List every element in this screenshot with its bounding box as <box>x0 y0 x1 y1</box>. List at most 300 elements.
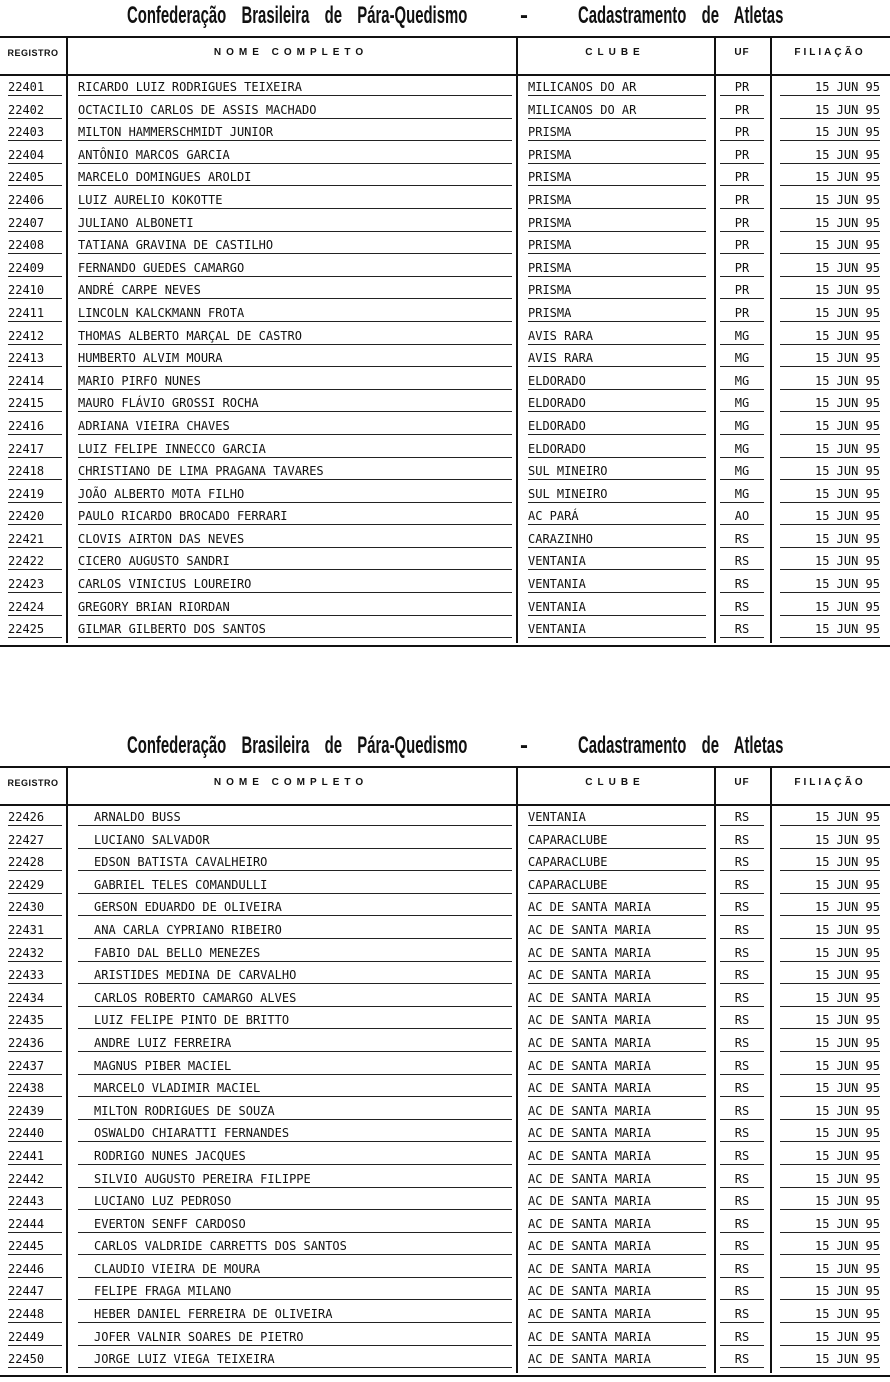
table-row <box>0 919 890 942</box>
nome-cell-text: CLAUDIO VIEIRA DE MOURA <box>94 1261 261 1276</box>
registro-cell-text: 22412 <box>8 328 45 343</box>
registro-cell <box>8 810 62 826</box>
registro-cell-text: 22410 <box>8 283 45 298</box>
nome-cell-text: LUCIANO SALVADOR <box>94 832 210 847</box>
registro-cell <box>8 396 62 412</box>
filiacao-cell <box>780 306 880 322</box>
clube-cell <box>528 238 706 254</box>
registro-cell <box>8 374 62 390</box>
registro-cell-text: 22428 <box>8 855 45 870</box>
filiacao-cell <box>780 103 880 119</box>
filiacao-cell-text: 15 JUN 95 <box>814 531 880 546</box>
table-row <box>0 1258 890 1281</box>
uf-cell-text: PR <box>734 305 750 320</box>
uf-cell-text: PR <box>734 102 750 117</box>
nome-cell <box>78 1081 512 1097</box>
filiacao-cell-text: 15 JUN 95 <box>814 855 880 870</box>
nome-cell-text: CLOVIS AIRTON DAS NEVES <box>78 531 245 546</box>
uf-cell <box>720 148 764 164</box>
nome-cell <box>78 396 512 412</box>
uf-cell <box>720 855 764 871</box>
nome-cell <box>78 306 512 322</box>
uf-cell <box>720 1104 764 1120</box>
clube-cell-text: VENTANIA <box>528 577 586 592</box>
table-row <box>0 99 890 122</box>
header-clube: CLUBE <box>585 47 645 58</box>
registro-cell-text: 22406 <box>8 192 45 207</box>
filiacao-cell-text: 15 JUN 95 <box>814 1081 880 1096</box>
registro-cell-text: 22449 <box>8 1329 45 1344</box>
nome-cell-text: MARCELO DOMINGUES AROLDI <box>78 170 252 185</box>
filiacao-cell-text: 15 JUN 95 <box>814 238 880 253</box>
filiacao-cell <box>780 1172 880 1188</box>
table-row <box>0 347 890 370</box>
nome-cell <box>78 900 512 916</box>
uf-cell <box>720 946 764 962</box>
nome-cell-text: CHRISTIANO DE LIMA PRAGANA TAVARES <box>78 464 324 479</box>
nome-cell-text: LUCIANO LUZ PEDROSO <box>94 1194 232 1209</box>
registro-cell <box>8 1217 62 1233</box>
column-rule <box>714 36 716 643</box>
filiacao-cell-text: 15 JUN 95 <box>814 1216 880 1231</box>
nome-cell-text: FERNANDO GUEDES CAMARGO <box>78 260 245 275</box>
table-row <box>0 1190 890 1213</box>
registro-cell-text: 22417 <box>8 441 45 456</box>
nome-cell-text: LUIZ AURELIO KOKOTTE <box>78 192 223 207</box>
uf-cell <box>720 396 764 412</box>
table-row <box>0 189 890 212</box>
clube-cell <box>528 1284 706 1300</box>
clube-cell <box>528 261 706 277</box>
clube-cell-text: AC DE SANTA MARIA <box>528 1239 651 1254</box>
nome-cell-text: ARNALDO BUSS <box>94 810 181 824</box>
table-row <box>0 1077 890 1100</box>
filiacao-cell <box>780 419 880 435</box>
table-row <box>0 370 890 393</box>
registro-cell <box>8 554 62 570</box>
registro-cell <box>8 103 62 119</box>
clube-cell-text: ELDORADO <box>528 373 586 388</box>
clube-cell-text: PRISMA <box>528 215 572 230</box>
clube-cell-text: SUL MINEIRO <box>528 486 608 501</box>
uf-cell <box>720 442 764 458</box>
uf-cell-text: RS <box>734 990 750 1005</box>
uf-cell <box>720 419 764 435</box>
clube-cell-text: AC PARÁ <box>528 509 579 524</box>
nome-cell-text: JORGE LUIZ VIEGA TEIXEIRA <box>94 1352 275 1367</box>
filiacao-cell-text: 15 JUN 95 <box>814 1103 880 1118</box>
registro-cell <box>8 1059 62 1075</box>
table-row <box>0 829 890 852</box>
registro-cell-text: 22429 <box>8 877 45 892</box>
clube-cell-text: AVIS RARA <box>528 328 594 343</box>
uf-cell <box>720 103 764 119</box>
nome-cell-text: ADRIANA VIEIRA CHAVES <box>78 418 230 433</box>
clube-cell <box>528 170 706 186</box>
filiacao-cell-text: 15 JUN 95 <box>814 945 880 960</box>
clube-cell-text: ELDORADO <box>528 441 586 456</box>
table-row <box>0 1235 890 1258</box>
filiacao-cell <box>780 1307 880 1323</box>
registro-cell <box>8 991 62 1007</box>
clube-cell-text: AC DE SANTA MARIA <box>528 1171 651 1186</box>
registro-cell-text: 22421 <box>8 531 45 546</box>
nome-cell <box>78 600 512 616</box>
filiacao-cell <box>780 193 880 209</box>
table-bottom-rule <box>0 645 890 647</box>
header-filiacao: FILIAÇÃO <box>794 777 866 788</box>
nome-cell <box>78 1126 512 1142</box>
filiacao-cell-text: 15 JUN 95 <box>814 1352 880 1367</box>
clube-cell-text: AC DE SANTA MARIA <box>528 945 651 960</box>
clube-cell <box>528 810 706 826</box>
nome-cell <box>78 554 512 570</box>
nome-cell <box>78 1036 512 1052</box>
uf-cell-text: RS <box>734 810 750 824</box>
clube-cell <box>528 1013 706 1029</box>
nome-cell-text: CARLOS ROBERTO CAMARGO ALVES <box>94 990 297 1005</box>
uf-cell-text: RS <box>734 622 750 637</box>
nome-cell <box>78 878 512 894</box>
uf-cell <box>720 1081 764 1097</box>
table-row <box>0 806 890 829</box>
filiacao-cell-text: 15 JUN 95 <box>814 1035 880 1050</box>
table-row <box>0 896 890 919</box>
registro-cell <box>8 1307 62 1323</box>
filiacao-cell <box>780 329 880 345</box>
uf-cell <box>720 1149 764 1165</box>
clube-cell-text: AC DE SANTA MARIA <box>528 900 651 915</box>
registro-cell-text: 22439 <box>8 1103 45 1118</box>
nome-cell <box>78 968 512 984</box>
nome-cell-text: ANTÔNIO MARCOS GARCIA <box>78 147 230 162</box>
nome-cell <box>78 1217 512 1233</box>
uf-cell <box>720 923 764 939</box>
nome-cell <box>78 946 512 962</box>
table-row <box>0 302 890 325</box>
nome-cell <box>78 810 512 826</box>
nome-cell-text: THOMAS ALBERTO MARÇAL DE CASTRO <box>78 328 302 343</box>
nome-cell-text: LUIZ FELIPE INNECCO GARCIA <box>78 441 266 456</box>
clube-cell <box>528 306 706 322</box>
registro-cell <box>8 487 62 503</box>
filiacao-cell-text: 15 JUN 95 <box>814 192 880 207</box>
table-row <box>0 212 890 235</box>
uf-cell <box>720 374 764 390</box>
filiacao-cell <box>780 532 880 548</box>
athlete-rows <box>0 806 890 1371</box>
table-row <box>0 460 890 483</box>
filiacao-cell-text: 15 JUN 95 <box>814 1329 880 1344</box>
registro-cell <box>8 170 62 186</box>
clube-cell <box>528 532 706 548</box>
column-rule <box>516 36 518 643</box>
nome-cell <box>78 1104 512 1120</box>
nome-cell-text: EVERTON SENFF CARDOSO <box>94 1216 246 1231</box>
clube-cell <box>528 487 706 503</box>
filiacao-cell <box>780 261 880 277</box>
title-separator: - <box>520 732 528 759</box>
list-title: Cadastramento de Atletas <box>578 2 784 29</box>
uf-cell-text: MG <box>734 464 750 479</box>
clube-cell-text: AC DE SANTA MARIA <box>528 1081 651 1096</box>
uf-cell <box>720 351 764 367</box>
clube-cell <box>528 216 706 232</box>
registro-cell <box>8 622 62 638</box>
clube-cell-text: MILICANOS DO AR <box>528 80 637 94</box>
filiacao-cell <box>780 1036 880 1052</box>
nome-cell-text: GABRIEL TELES COMANDULLI <box>94 877 268 892</box>
filiacao-cell <box>780 554 880 570</box>
filiacao-cell <box>780 396 880 412</box>
nome-cell-text: TATIANA GRAVINA DE CASTILHO <box>78 238 274 253</box>
registro-cell-text: 22446 <box>8 1261 45 1276</box>
filiacao-cell-text: 15 JUN 95 <box>814 1013 880 1028</box>
uf-cell-text: RS <box>734 1035 750 1050</box>
filiacao-cell-text: 15 JUN 95 <box>814 373 880 388</box>
filiacao-cell-text: 15 JUN 95 <box>814 968 880 983</box>
registro-cell <box>8 855 62 871</box>
nome-cell-text: GERSON EDUARDO DE OLIVEIRA <box>94 900 282 915</box>
filiacao-cell <box>780 170 880 186</box>
filiacao-cell-text: 15 JUN 95 <box>814 877 880 892</box>
table-row <box>0 964 890 987</box>
table-row <box>0 1122 890 1145</box>
nome-cell-text: FELIPE FRAGA MILANO <box>94 1284 232 1299</box>
filiacao-cell-text: 15 JUN 95 <box>814 260 880 275</box>
registro-cell <box>8 946 62 962</box>
clube-cell <box>528 396 706 412</box>
nome-cell <box>78 855 512 871</box>
registro-cell-text: 22426 <box>8 810 45 824</box>
uf-cell-text: RS <box>734 1239 750 1254</box>
nome-cell <box>78 193 512 209</box>
uf-cell <box>720 1284 764 1300</box>
uf-cell <box>720 532 764 548</box>
uf-cell-text: RS <box>734 1284 750 1299</box>
uf-cell <box>720 306 764 322</box>
uf-cell-text: RS <box>734 1261 750 1276</box>
registro-cell-text: 22442 <box>8 1171 45 1186</box>
nome-cell <box>78 464 512 480</box>
filiacao-cell-text: 15 JUN 95 <box>814 1307 880 1322</box>
filiacao-cell <box>780 1330 880 1346</box>
uf-cell <box>720 193 764 209</box>
uf-cell-text: RS <box>734 855 750 870</box>
registro-cell-text: 22434 <box>8 990 45 1005</box>
filiacao-cell <box>780 125 880 141</box>
filiacao-cell <box>780 991 880 1007</box>
clube-cell <box>528 351 706 367</box>
uf-cell-text: RS <box>734 554 750 569</box>
filiacao-cell-text: 15 JUN 95 <box>814 1171 880 1186</box>
table-row <box>0 528 890 551</box>
registro-cell-text: 22448 <box>8 1307 45 1322</box>
filiacao-cell <box>780 577 880 593</box>
uf-cell-text: PR <box>734 125 750 140</box>
clube-cell-text: CAPARACLUBE <box>528 832 608 847</box>
table-row <box>0 325 890 348</box>
registro-cell <box>8 1239 62 1255</box>
nome-cell <box>78 1307 512 1323</box>
table-row <box>0 279 890 302</box>
uf-cell-text: RS <box>734 832 750 847</box>
clube-cell <box>528 923 706 939</box>
table-row <box>0 573 890 596</box>
uf-cell <box>720 991 764 1007</box>
table-row <box>0 942 890 965</box>
registro-cell <box>8 261 62 277</box>
nome-cell <box>78 216 512 232</box>
header-registro: REGISTRO <box>7 778 59 788</box>
nome-cell-text: ARISTIDES MEDINA DE CARVALHO <box>94 968 297 983</box>
nome-cell-text: GILMAR GILBERTO DOS SANTOS <box>78 622 266 637</box>
registro-cell <box>8 1036 62 1052</box>
clube-cell-text: AC DE SANTA MARIA <box>528 968 651 983</box>
table-row <box>0 851 890 874</box>
uf-cell <box>720 329 764 345</box>
clube-cell-text: PRISMA <box>528 260 572 275</box>
clube-cell-text: PRISMA <box>528 238 572 253</box>
nome-cell-text: OCTACILIO CARLOS DE ASSIS MACHADO <box>78 102 317 117</box>
clube-cell-text: AC DE SANTA MARIA <box>528 922 651 937</box>
clube-cell-text: AVIS RARA <box>528 351 594 366</box>
nome-cell-text: PAULO RICARDO BROCADO FERRARI <box>78 509 288 524</box>
clube-cell-text: AC DE SANTA MARIA <box>528 1261 651 1276</box>
table-row <box>0 1100 890 1123</box>
registro-cell-text: 22420 <box>8 509 45 524</box>
uf-cell-text: RS <box>734 1307 750 1322</box>
uf-cell <box>720 1330 764 1346</box>
clube-cell-text: CAPARACLUBE <box>528 855 608 870</box>
nome-cell-text: RODRIGO NUNES JACQUES <box>94 1148 246 1163</box>
clube-cell-text: AC DE SANTA MARIA <box>528 990 651 1005</box>
registro-cell-text: 22440 <box>8 1126 45 1141</box>
registro-cell-text: 22450 <box>8 1352 45 1367</box>
registro-cell <box>8 148 62 164</box>
clube-cell <box>528 1036 706 1052</box>
clube-cell <box>528 855 706 871</box>
uf-cell-text: PR <box>734 147 750 162</box>
filiacao-cell <box>780 216 880 232</box>
filiacao-cell-text: 15 JUN 95 <box>814 170 880 185</box>
registro-cell <box>8 442 62 458</box>
clube-cell <box>528 1149 706 1165</box>
clube-cell <box>528 329 706 345</box>
uf-cell <box>720 80 764 96</box>
header-nome: NOME COMPLETO <box>213 47 369 58</box>
uf-cell-text: RS <box>734 577 750 592</box>
filiacao-cell-text: 15 JUN 95 <box>814 990 880 1005</box>
registro-cell-text: 22405 <box>8 170 45 185</box>
clube-cell <box>528 1172 706 1188</box>
clube-cell-text: AC DE SANTA MARIA <box>528 1216 651 1231</box>
registro-cell <box>8 833 62 849</box>
uf-cell-text: RS <box>734 900 750 915</box>
filiacao-cell-text: 15 JUN 95 <box>814 1284 880 1299</box>
registro-cell-text: 22411 <box>8 305 45 320</box>
registro-cell-text: 22435 <box>8 1013 45 1028</box>
registro-cell-text: 22444 <box>8 1216 45 1231</box>
title-separator: - <box>520 2 528 29</box>
nome-cell <box>78 442 512 458</box>
uf-cell-text: PR <box>734 170 750 185</box>
clube-cell <box>528 878 706 894</box>
uf-cell-text: RS <box>734 531 750 546</box>
filiacao-cell-text: 15 JUN 95 <box>814 464 880 479</box>
uf-cell <box>720 1307 764 1323</box>
clube-cell-text: ELDORADO <box>528 396 586 411</box>
clube-cell <box>528 577 706 593</box>
filiacao-cell <box>780 968 880 984</box>
clube-cell <box>528 554 706 570</box>
registration-sheet-1 <box>0 0 890 641</box>
sheet-title <box>0 0 890 36</box>
table-row <box>0 1145 890 1168</box>
clube-cell <box>528 442 706 458</box>
nome-cell <box>78 1059 512 1075</box>
nome-cell-text: ANA CARLA CYPRIANO RIBEIRO <box>94 922 282 937</box>
registro-cell-text: 22445 <box>8 1239 45 1254</box>
clube-cell <box>528 1081 706 1097</box>
uf-cell-text: MG <box>734 351 750 366</box>
registro-cell <box>8 900 62 916</box>
header-uf: UF <box>734 47 750 58</box>
uf-cell <box>720 900 764 916</box>
registro-cell-text: 22425 <box>8 622 45 637</box>
registro-cell <box>8 464 62 480</box>
uf-cell <box>720 238 764 254</box>
registro-cell <box>8 1330 62 1346</box>
clube-cell-text: AC DE SANTA MARIA <box>528 1307 651 1322</box>
filiacao-cell <box>780 1239 880 1255</box>
clube-cell-text: VENTANIA <box>528 554 586 569</box>
clube-cell <box>528 1330 706 1346</box>
nome-cell-text: FABIO DAL BELLO MENEZES <box>94 945 261 960</box>
uf-cell <box>720 622 764 638</box>
nome-cell <box>78 103 512 119</box>
filiacao-cell-text: 15 JUN 95 <box>814 810 880 824</box>
nome-cell <box>78 261 512 277</box>
filiacao-cell-text: 15 JUN 95 <box>814 305 880 320</box>
uf-cell-text: RS <box>734 599 750 614</box>
nome-cell-text: CARLOS VINICIUS LOUREIRO <box>78 577 252 592</box>
filiacao-cell <box>780 80 880 96</box>
clube-cell-text: PRISMA <box>528 147 572 162</box>
uf-cell-text: MG <box>734 328 750 343</box>
filiacao-cell-text: 15 JUN 95 <box>814 396 880 411</box>
clube-cell-text: AC DE SANTA MARIA <box>528 1352 651 1367</box>
registro-cell-text: 22409 <box>8 260 45 275</box>
uf-cell-text: MG <box>734 373 750 388</box>
nome-cell <box>78 1172 512 1188</box>
uf-cell-text: RS <box>734 877 750 892</box>
nome-cell <box>78 1262 512 1278</box>
nome-cell <box>78 991 512 1007</box>
uf-cell <box>720 554 764 570</box>
registro-cell <box>8 509 62 525</box>
registro-cell <box>8 1262 62 1278</box>
nome-cell <box>78 329 512 345</box>
table-row <box>0 618 890 641</box>
clube-cell-text: AC DE SANTA MARIA <box>528 1013 651 1028</box>
nome-cell <box>78 577 512 593</box>
nome-cell <box>78 80 512 96</box>
nome-cell <box>78 1330 512 1346</box>
registro-cell <box>8 329 62 345</box>
clube-cell-text: SUL MINEIRO <box>528 464 608 479</box>
clube-cell <box>528 1352 706 1368</box>
